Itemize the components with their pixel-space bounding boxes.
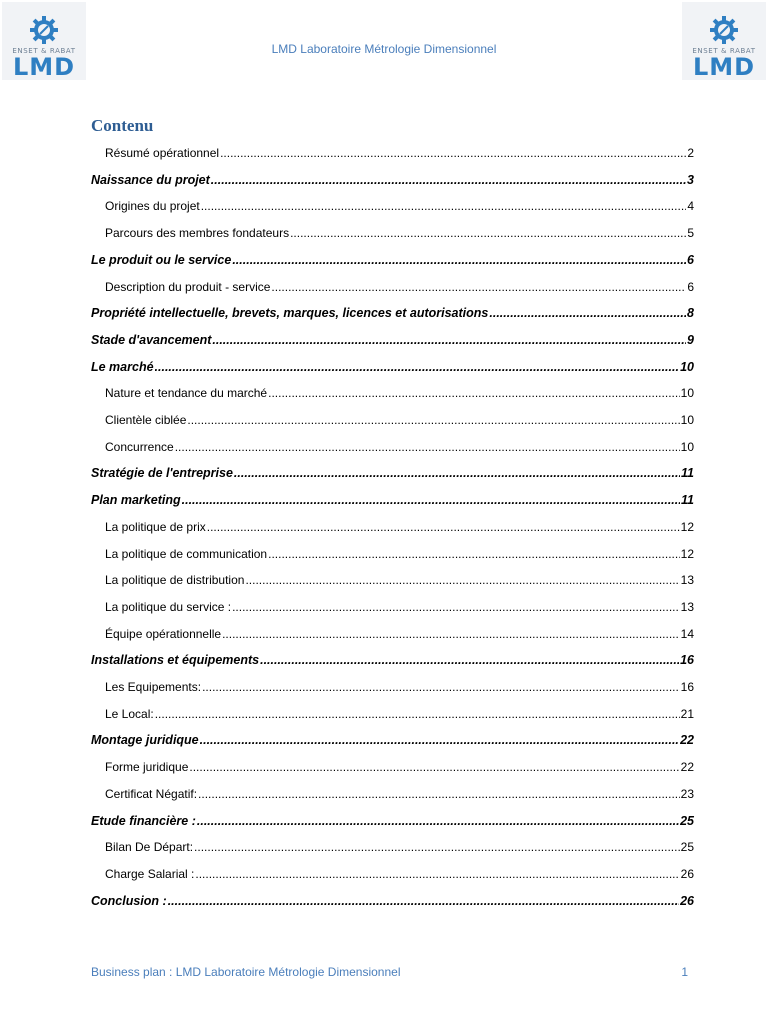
toc-entry-title: Installations et équipements bbox=[91, 653, 260, 668]
footer-text: Business plan : LMD Laboratoire Métrologie Dimensionnel bbox=[91, 965, 401, 979]
toc-leader-dots bbox=[168, 894, 679, 908]
toc-entry-page: 26 bbox=[680, 893, 694, 908]
toc-entry-page: 6 bbox=[687, 252, 694, 267]
toc-leader-dots bbox=[200, 733, 679, 747]
toc-entry[interactable] bbox=[91, 787, 694, 805]
toc-entry-title: Plan marketing bbox=[91, 493, 181, 508]
logo-school-text: ENSET & RABAT bbox=[12, 47, 76, 55]
logo-left bbox=[2, 2, 86, 80]
toc-entry[interactable] bbox=[91, 520, 694, 538]
toc-entry-title: Stade d'avancement bbox=[91, 332, 212, 347]
toc-entry-title: Le marché bbox=[91, 359, 154, 374]
toc-entry-title: Parcours des membres fondateurs bbox=[105, 226, 290, 241]
toc-entry[interactable] bbox=[91, 226, 694, 244]
toc-entry[interactable] bbox=[91, 306, 694, 324]
toc-entry-title: Etude financière : bbox=[91, 813, 196, 828]
toc-leader-dots bbox=[194, 840, 680, 854]
logo-right bbox=[682, 2, 766, 80]
toc-entry-title: La politique du service : bbox=[105, 599, 232, 614]
toc-entry-title: Équipe opérationnelle bbox=[105, 626, 222, 641]
toc-entry[interactable] bbox=[91, 653, 694, 671]
toc-entry-title: La politique de distribution bbox=[105, 573, 245, 588]
toc-entry[interactable] bbox=[91, 333, 694, 351]
toc-entry-title: Résumé opérationnel bbox=[105, 146, 220, 160]
toc-entry-title: Le produit ou le service bbox=[91, 252, 232, 267]
toc-leader-dots bbox=[268, 386, 680, 400]
toc-entry-title: Bilan De Départ: bbox=[105, 840, 194, 855]
toc-entry-title: Propriété intellectuelle, brevets, marques, licences et autorisations bbox=[91, 306, 489, 321]
toc-entry-page: 11 bbox=[681, 493, 694, 508]
toc-leader-dots bbox=[182, 493, 680, 507]
toc-heading: Contenu bbox=[91, 116, 154, 135]
toc-entry-page: 25 bbox=[680, 813, 694, 828]
toc-leader-dots bbox=[212, 333, 686, 347]
toc-entry-page: 2 bbox=[687, 146, 694, 160]
toc-entry-page: 3 bbox=[687, 172, 694, 187]
toc-entry-title: Nature et tendance du marché bbox=[105, 386, 268, 401]
toc-entry-page: 10 bbox=[680, 359, 694, 374]
toc-entry-page: 22 bbox=[680, 733, 694, 748]
toc-entry[interactable] bbox=[91, 600, 694, 618]
toc-entry[interactable] bbox=[91, 493, 694, 511]
toc-entry-title: Le Local: bbox=[105, 706, 154, 721]
toc-entry[interactable] bbox=[91, 280, 694, 298]
toc-entry[interactable] bbox=[91, 547, 694, 565]
toc-entry[interactable] bbox=[91, 413, 694, 431]
toc-entry-page: 5 bbox=[687, 226, 694, 241]
toc-entry[interactable] bbox=[91, 840, 694, 858]
toc-entry-page: 16 bbox=[680, 653, 694, 668]
toc-entry-title: Concurrence bbox=[105, 439, 174, 454]
toc-entry-title: Description du produit - service bbox=[105, 279, 271, 294]
toc-entry[interactable] bbox=[91, 253, 694, 271]
toc-entry-page: 16 bbox=[680, 680, 694, 694]
toc-entry-title: Forme juridique bbox=[105, 760, 189, 775]
toc-leader-dots bbox=[211, 173, 686, 187]
toc-entry-page: 10 bbox=[680, 386, 694, 401]
toc-leader-dots bbox=[232, 253, 686, 267]
toc-leader-dots bbox=[260, 653, 679, 667]
toc-entry-title: Conclusion : bbox=[91, 893, 167, 908]
toc-entry-title: Montage juridique bbox=[91, 733, 199, 748]
toc-entry-page: 13 bbox=[680, 599, 694, 614]
footer-page-number: 1 bbox=[681, 965, 688, 979]
toc-leader-dots bbox=[155, 360, 680, 374]
toc-entry-page: 22 bbox=[680, 760, 694, 775]
toc-entry[interactable] bbox=[91, 814, 694, 832]
toc-leader-dots bbox=[245, 573, 679, 587]
toc-entry-title: Naissance du projet bbox=[91, 172, 210, 187]
toc-entry-page: 4 bbox=[687, 199, 694, 214]
toc-entry-title: La politique de prix bbox=[105, 519, 206, 534]
toc-entry-title: La politique de communication bbox=[105, 546, 268, 561]
toc-entry[interactable] bbox=[91, 894, 694, 912]
toc-entry-page: 10 bbox=[680, 439, 694, 454]
toc-entry[interactable] bbox=[91, 386, 694, 404]
toc-leader-dots bbox=[220, 146, 686, 160]
toc-entry-page: 14 bbox=[680, 626, 694, 641]
toc-entry[interactable] bbox=[91, 146, 694, 164]
toc-entry-page: 13 bbox=[680, 573, 694, 588]
toc-entry-page: 23 bbox=[680, 786, 694, 801]
toc-entry-title: Origines du projet bbox=[105, 199, 200, 214]
toc-entry[interactable] bbox=[91, 733, 694, 751]
toc-entry-title: Certificat Négatif: bbox=[105, 786, 198, 801]
toc-entry-page: 25 bbox=[680, 840, 694, 855]
toc-entry-page: 26 bbox=[680, 866, 694, 881]
toc-entry[interactable] bbox=[91, 627, 694, 645]
toc-leader-dots bbox=[201, 199, 687, 213]
toc-entry[interactable] bbox=[91, 440, 694, 458]
toc-leader-dots bbox=[202, 680, 680, 694]
toc-leader-dots bbox=[197, 814, 679, 828]
toc-entry[interactable] bbox=[91, 573, 694, 591]
toc-leader-dots bbox=[489, 306, 686, 320]
logo-brand-text: LMD bbox=[692, 53, 756, 81]
toc-leader-dots bbox=[222, 627, 680, 641]
toc-entry-title: Les Equipements: bbox=[105, 680, 202, 694]
toc-entry-page: 12 bbox=[680, 546, 694, 561]
toc-entry-page: 21 bbox=[680, 706, 694, 721]
toc-entry[interactable] bbox=[91, 466, 694, 484]
toc-leader-dots bbox=[187, 413, 679, 427]
toc-entry[interactable] bbox=[91, 707, 694, 725]
toc-leader-dots bbox=[175, 440, 680, 454]
toc-leader-dots bbox=[271, 280, 686, 294]
toc-leader-dots bbox=[195, 867, 679, 881]
logo-school-text: ENSET & RABAT bbox=[692, 47, 756, 55]
toc-entry[interactable] bbox=[91, 867, 694, 885]
toc-entry-title: Stratégie de l'entreprise bbox=[91, 466, 233, 481]
toc-leader-dots bbox=[232, 600, 680, 614]
toc-entry-page: 12 bbox=[680, 519, 694, 534]
footer bbox=[91, 965, 688, 979]
toc-entry[interactable] bbox=[91, 360, 694, 378]
logo-brand-text: LMD bbox=[12, 53, 76, 81]
toc-entry[interactable] bbox=[91, 760, 694, 778]
header-title: LMD Laboratoire Métrologie Dimensionnel bbox=[271, 42, 497, 56]
toc-entry[interactable] bbox=[91, 680, 694, 698]
toc-leader-dots bbox=[198, 787, 680, 801]
toc-entry[interactable] bbox=[91, 173, 694, 191]
toc-entry-page: 8 bbox=[687, 306, 694, 321]
toc-entry-page: 10 bbox=[680, 413, 694, 427]
toc-leader-dots bbox=[290, 226, 686, 240]
toc-entry-title: Clientèle ciblée bbox=[105, 413, 187, 427]
toc-entry-page: 11 bbox=[681, 466, 694, 481]
toc-leader-dots bbox=[155, 707, 680, 721]
toc-entry-title: Charge Salarial : bbox=[105, 866, 195, 881]
toc-leader-dots bbox=[234, 466, 680, 480]
toc-entry-page: 9 bbox=[687, 332, 694, 347]
toc-leader-dots bbox=[268, 547, 680, 561]
toc-leader-dots bbox=[207, 520, 680, 534]
toc-leader-dots bbox=[189, 760, 679, 774]
toc-entry-page: 6 bbox=[687, 279, 694, 294]
toc-entry[interactable] bbox=[91, 199, 694, 217]
